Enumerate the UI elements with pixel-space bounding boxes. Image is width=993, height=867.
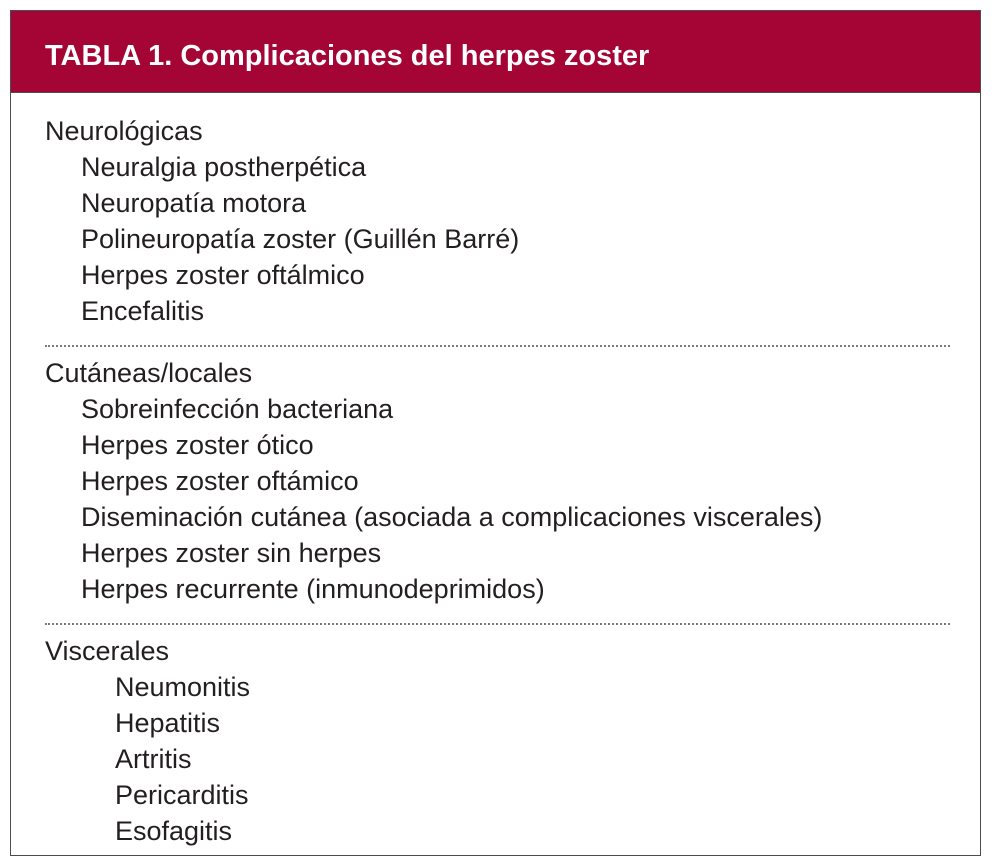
list-item: Neuropatía motora: [81, 188, 307, 218]
section-title: Neurológicas: [45, 116, 203, 146]
list-item: Encefalitis: [81, 296, 205, 326]
list-item: Diseminación cutánea (asociada a complicaciones viscerales): [81, 502, 823, 532]
section-title: Viscerales: [45, 636, 170, 666]
section-title: Cutáneas/locales: [45, 358, 253, 388]
list-item: Esofagitis: [115, 816, 233, 846]
list-item: Hepatitis: [115, 708, 221, 738]
list-item: Herpes zoster sin herpes: [81, 538, 382, 568]
list-item: Sobreinfección bacteriana: [81, 394, 394, 424]
list-item: Neuralgia postherpética: [81, 152, 367, 182]
complications-table: [10, 10, 981, 856]
section-viscerales: [11, 625, 980, 849]
list-item: Herpes zoster oftálmico: [81, 260, 365, 290]
table-title: TABLA 1. Complicaciones del herpes zoster: [45, 40, 650, 72]
list-item: Neumonitis: [115, 672, 251, 702]
list-item: Artritis: [115, 744, 192, 774]
section-neurologicas: [11, 93, 980, 329]
list-item: Pericarditis: [115, 780, 249, 810]
table-header: [11, 11, 980, 93]
table-body: [11, 93, 980, 849]
list-item: Polineuropatía zoster (Guillén Barré): [81, 224, 520, 254]
list-item: Herpes recurrente (inmunodeprimidos): [81, 574, 545, 604]
section-cutaneas-locales: [11, 347, 980, 607]
list-item: Herpes zoster ótico: [81, 430, 314, 460]
list-item: Herpes zoster oftámico: [81, 466, 359, 496]
